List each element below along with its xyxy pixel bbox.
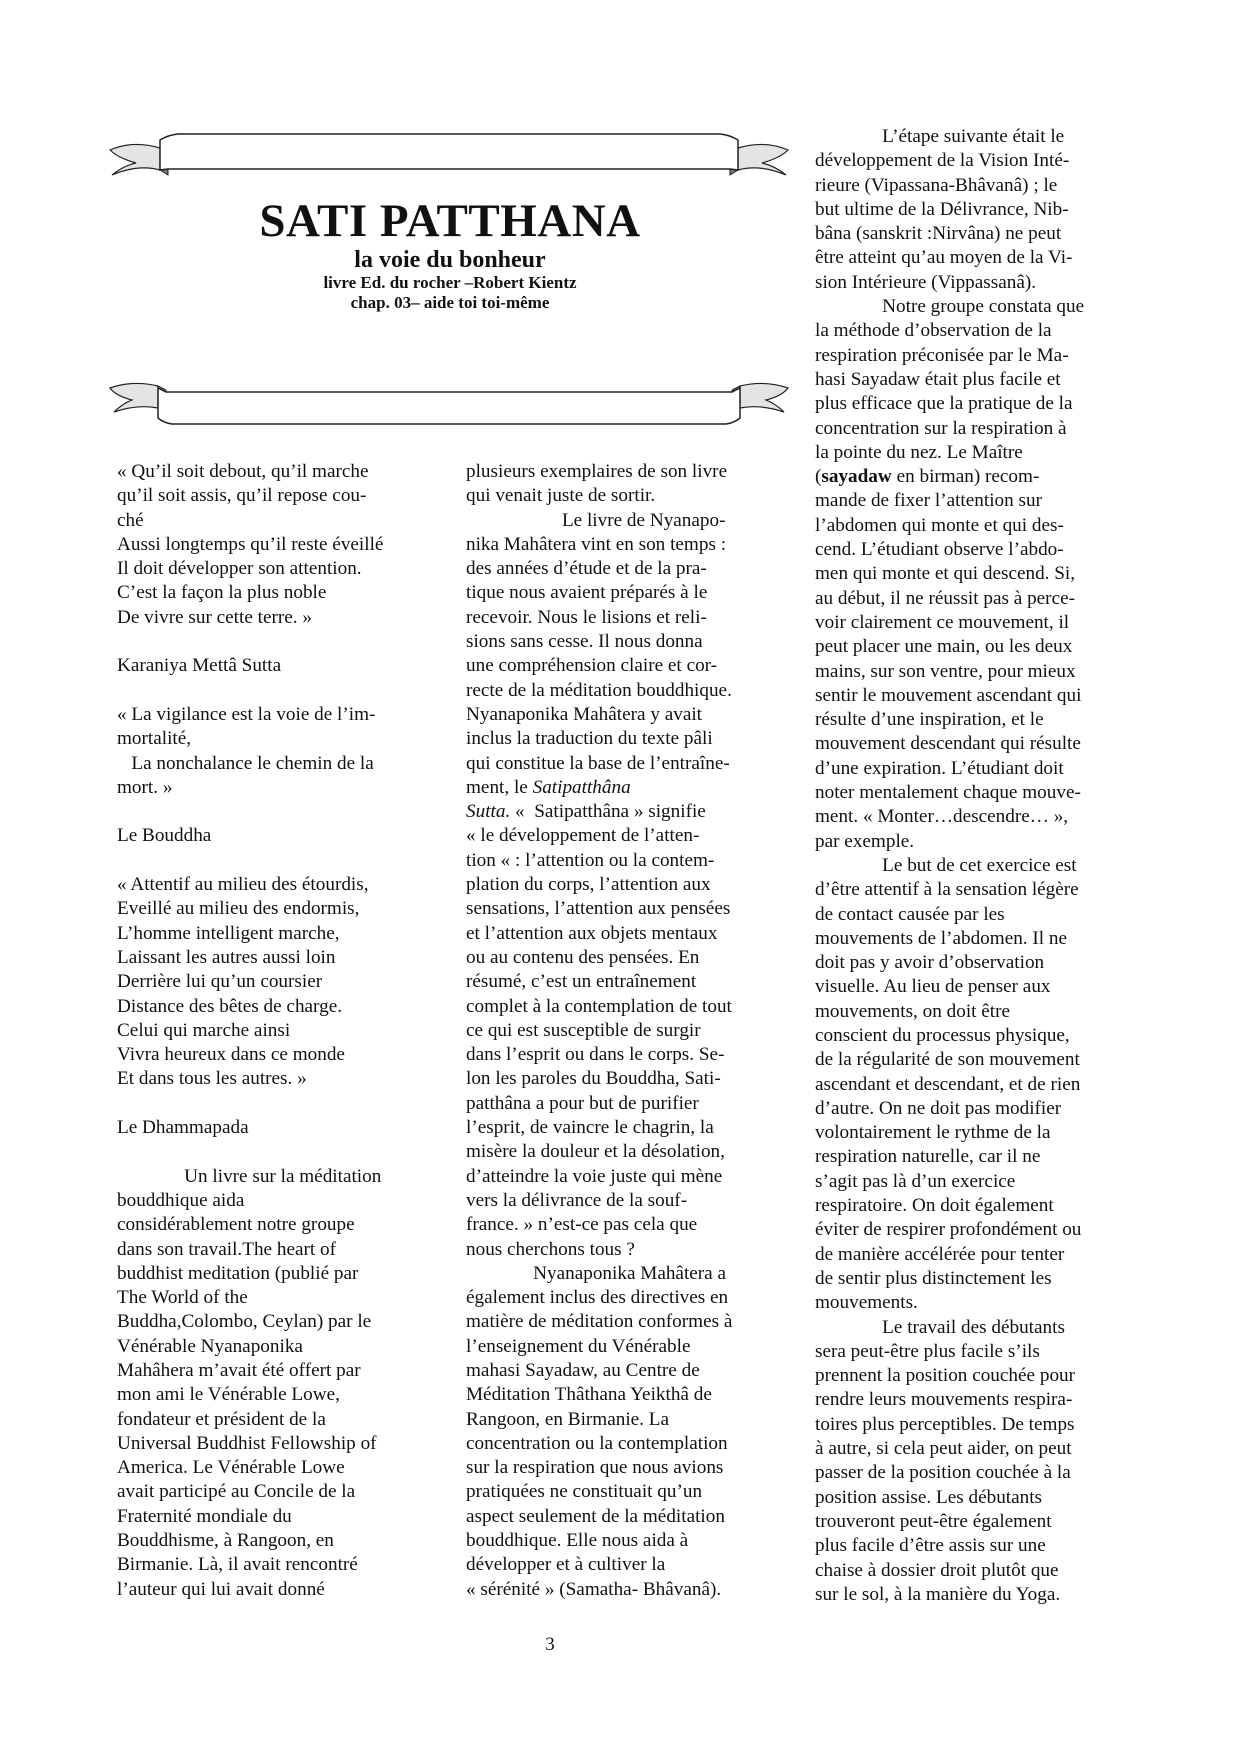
italic-term: Satipatthâna: [532, 776, 631, 798]
text-line: passer de la position couchée à la: [815, 1462, 1071, 1484]
text-line: bâna (sanskrit :Nirvâna) ne peut: [815, 223, 1062, 245]
text-line: volontairement le rythme de la: [815, 1122, 1051, 1144]
scroll-ribbon-icon: [108, 130, 790, 180]
text-line: buddhist meditation (publié par: [117, 1262, 359, 1284]
text-line: mouvements.: [815, 1292, 918, 1314]
text-line: bouddhique. Elle nous aida à: [466, 1530, 689, 1552]
text-line: une compréhension claire et cor-: [466, 655, 718, 677]
text-line: plus facile d’être assis sur une: [815, 1535, 1046, 1557]
text-column-1: [117, 460, 447, 1602]
text-line: sur le sol, à la manière du Yoga.: [815, 1583, 1061, 1605]
text-line: The World of the: [117, 1287, 248, 1309]
text-line: hasi Sayadaw était plus facile et: [815, 368, 1061, 390]
text-line: « Qu’il soit debout, qu’il marche: [117, 461, 369, 482]
text-line: Laissant les autres aussi loin: [117, 946, 336, 968]
text-line: bouddhique aida: [117, 1189, 245, 1211]
text-line: l’esprit, de vaincre le chagrin, la: [466, 1117, 714, 1139]
text-line: d’être attentif à la sensation légère: [815, 879, 1079, 901]
text-line: L’étape suivante était le: [815, 126, 1065, 147]
text-line: par exemple.: [815, 830, 915, 852]
text-line: Vivra heureux dans ce monde: [117, 1044, 345, 1066]
text-line: concentration sur la respiration à: [815, 417, 1067, 439]
text-line: de sentir plus distinctement les: [815, 1267, 1052, 1289]
text-line: recte de la méditation bouddhique.: [466, 679, 732, 701]
text-line: dans l’esprit ou dans le corps. Se-: [466, 1044, 725, 1066]
text-line: C’est la façon la plus noble: [117, 582, 327, 604]
text-line: mouvements, on doit être: [815, 1000, 1011, 1022]
text-line: De vivre sur cette terre. »: [117, 606, 312, 628]
text-line: Sutta. « Satipatthâna » signifie: [466, 801, 706, 823]
text-line: position assise. Les débutants: [815, 1486, 1043, 1508]
text-line: toires plus perceptibles. De temps: [815, 1413, 1075, 1435]
text-line: prennent la position couchée pour: [815, 1365, 1076, 1387]
text-line: Aussi longtemps qu’il reste éveillé: [117, 533, 384, 555]
text-line: conscient du processus physique,: [815, 1024, 1070, 1046]
text-line: de manière accélérée pour tenter: [815, 1243, 1065, 1265]
text-line: « La vigilance est la voie de l’im-: [117, 703, 376, 725]
text-line: trouveront peut-être également: [815, 1510, 1052, 1532]
text-line: qui venait juste de sortir.: [466, 485, 656, 507]
text-line: concentration ou la contemplation: [466, 1432, 728, 1454]
text-line: ou au contenu des pensées. En: [466, 946, 700, 968]
text-line: Universal Buddhist Fellowship of: [117, 1432, 377, 1454]
blank-line: [117, 679, 447, 703]
text-line: pratiquées ne constituait qu’un: [466, 1481, 703, 1503]
text-line: mouvements de l’abdomen. Il ne: [815, 927, 1068, 949]
text-line: Le travail des débutants: [815, 1316, 1065, 1338]
text-line: ment, le Satipatthâna: [466, 776, 631, 798]
text-line: matière de méditation conformes à: [466, 1311, 733, 1333]
text-line: résulte d’une inspiration, et le: [815, 709, 1044, 731]
text-line: résumé, c’est un entraînement: [466, 971, 697, 993]
blank-line: [117, 1092, 447, 1116]
text-line: Buddha,Colombo, Ceylan) par le: [117, 1311, 372, 1333]
text-line: ce qui est susceptible de surgir: [466, 1019, 701, 1041]
blank-line: [117, 800, 447, 824]
text-line: Nyanaponika Mahâtera a: [466, 1262, 727, 1284]
text-line: Mahâhera m’avait été offert par: [117, 1359, 361, 1381]
text-line: patthâna a pour but de purifier: [466, 1092, 699, 1114]
text-line: éviter de respirer profondément ou: [815, 1219, 1082, 1241]
text-line: l’enseignement du Vénérable: [466, 1335, 691, 1357]
text-line: de la régularité de son mouvement: [815, 1049, 1080, 1071]
text-line: Nyanaponika Mahâtera y avait: [466, 703, 703, 725]
text-line: nika Mahâtera vint en son temps :: [466, 533, 727, 555]
text-line: dans son travail.The heart of: [117, 1238, 336, 1260]
text-line: Fraternité mondiale du: [117, 1505, 292, 1527]
text-line: respiration préconisée par le Ma-: [815, 344, 1069, 366]
text-line: sur la respiration que nous avions: [466, 1457, 724, 1479]
text-line: men qui monte et qui descend. Si,: [815, 563, 1076, 585]
text-line: mahasi Sayadaw, au Centre de: [466, 1359, 700, 1381]
text-line: qui constitue la base de l’entraîne-: [466, 752, 730, 774]
text-line: voir clairement ce mouvement, il: [815, 611, 1070, 633]
text-line: ascendant et descendant, et de rien: [815, 1073, 1081, 1095]
text-line: sera peut-être plus facile s’ils: [815, 1340, 1040, 1362]
text-column-3: [815, 125, 1145, 1607]
text-line: l’auteur qui lui avait donné: [117, 1578, 325, 1600]
text-line: (sayadaw en birman) recom-: [815, 466, 1040, 488]
text-line: Méditation Thâthana Yeikthâ de: [466, 1384, 712, 1406]
text-line: « le développement de l’atten-: [466, 825, 700, 847]
blank-line: [117, 630, 447, 654]
italic-term: Sutta.: [466, 801, 511, 823]
text-line: Le but de cet exercice est: [815, 854, 1077, 876]
text-line: qu’il soit assis, qu’il repose cou-: [117, 485, 367, 507]
text-line: la méthode d’observation de la: [815, 320, 1052, 342]
text-line: être atteint qu’au moyen de la Vi-: [815, 247, 1073, 269]
source-line: livre Ed. du rocher –Robert Kientz: [323, 273, 577, 292]
page-subtitle: la voie du bonheur: [354, 247, 546, 273]
text-line: « Attentif au milieu des étourdis,: [117, 874, 369, 896]
bold-term: sayadaw: [821, 466, 892, 488]
text-line: sion Intérieure (Vippassanâ).: [815, 271, 1037, 293]
text-line: rieure (Vipassana-Bhâvanâ) ; le: [815, 174, 1058, 196]
text-line: Karaniya Mettâ Sutta: [117, 655, 282, 677]
text-line: « sérénité » (Samatha- Bhâvanâ).: [466, 1578, 722, 1600]
text-line: et l’attention aux objets mentaux: [466, 922, 718, 944]
text-line: france. » n’est-ce pas cela que: [466, 1214, 698, 1236]
text-line: de contact causée par les: [815, 903, 1005, 925]
text-line: respiration naturelle, car il ne: [815, 1146, 1041, 1168]
text-line: Birmanie. Là, il avait rencontré: [117, 1554, 358, 1576]
text-line: également inclus des directives en: [466, 1287, 729, 1309]
text-line: plation du corps, l’attention aux: [466, 874, 711, 896]
text-line: considérablement notre groupe: [117, 1214, 355, 1236]
text-line: Eveillé au milieu des endormis,: [117, 898, 360, 920]
text-line: développer et à cultiver la: [466, 1554, 666, 1576]
text-line: Le livre de Nyanapo-: [466, 509, 726, 531]
text-line: mande de fixer l’attention sur: [815, 490, 1042, 512]
text-line: plus efficace que la pratique de la: [815, 393, 1073, 415]
chapter-line: chap. 03– aide toi toi-même: [350, 293, 550, 312]
text-line: Rangoon, en Birmanie. La: [466, 1408, 670, 1430]
text-line: peut placer une main, ou les deux: [815, 636, 1073, 658]
page-title: SATI PATTHANA: [259, 195, 641, 247]
text-line: sensations, l’attention aux pensées: [466, 898, 731, 920]
text-line: mortalité,: [117, 728, 192, 750]
text-line: aspect seulement de la méditation: [466, 1505, 725, 1527]
text-line: Le Bouddha: [117, 825, 212, 847]
text-line: misère la douleur et la désolation,: [466, 1141, 725, 1163]
text-line: L’homme intelligent marche,: [117, 922, 340, 944]
text-line: recevoir. Nous le lisions et reli-: [466, 606, 707, 628]
text-line: fondateur et président de la: [117, 1408, 326, 1430]
text-line: développement de la Vision Inté-: [815, 150, 1070, 172]
text-line: sentir le mouvement ascendant qui: [815, 684, 1082, 706]
banner-scroll-bottom: [108, 378, 790, 428]
text-line: cend. L’étudiant observe l’abdo-: [815, 539, 1064, 561]
banner-scroll-top: [108, 130, 790, 180]
text-line: Bouddhisme, à Rangoon, en: [117, 1530, 334, 1552]
text-line: America. Le Vénérable Lowe: [117, 1457, 345, 1479]
text-line: des années d’étude et de la pra-: [466, 558, 707, 580]
text-line: à autre, si cela peut aider, on peut: [815, 1438, 1072, 1460]
blank-line: [117, 1140, 447, 1164]
text-line: nous cherchons tous ?: [466, 1238, 635, 1260]
text-line: Et dans tous les autres. »: [117, 1068, 307, 1090]
text-line: mouvement descendant qui résulte: [815, 733, 1081, 755]
text-line: Il doit développer son attention.: [117, 558, 362, 580]
text-line: tion « : l’attention ou la contem-: [466, 849, 715, 871]
text-line: visuelle. Au lieu de penser aux: [815, 976, 1051, 998]
text-line: lon les paroles du Bouddha, Sati-: [466, 1068, 721, 1090]
text-line: d’une expiration. L’étudiant doit: [815, 757, 1064, 779]
text-line: chaise à dossier droit plutôt que: [815, 1559, 1059, 1581]
page-number: 3: [545, 1634, 555, 1655]
text-line: ment. « Monter…descendre… »,: [815, 806, 1069, 828]
text-line: respiratoire. On doit également: [815, 1195, 1054, 1217]
text-line: Celui qui marche ainsi: [117, 1019, 291, 1041]
text-line: tique nous avaient préparés à le: [466, 582, 708, 604]
text-line: s’agit pas là d’un exercice: [815, 1170, 1016, 1192]
text-line: noter mentalement chaque mouve-: [815, 782, 1081, 804]
text-line: vers la délivrance de la souf-: [466, 1189, 688, 1211]
text-line: Le Dhammapada: [117, 1117, 249, 1139]
text-line: la pointe du nez. Le Maître: [815, 441, 1023, 463]
text-line: Derrière lui qu’un coursier: [117, 971, 323, 993]
article-header: [190, 195, 710, 313]
text-line: ché: [117, 509, 144, 531]
text-line: l’abdomen qui monte et qui des-: [815, 514, 1064, 536]
text-line: mort. »: [117, 776, 173, 798]
text-line: inclus la traduction du texte pâli: [466, 728, 713, 750]
text-line: d’autre. On ne doit pas modifier: [815, 1097, 1062, 1119]
blank-line: [117, 849, 447, 873]
text-line: doit pas y avoir d’observation: [815, 952, 1045, 974]
text-line: Distance des bêtes de charge.: [117, 995, 343, 1017]
text-line: sions sans cesse. Il nous donna: [466, 631, 703, 653]
text-line: au début, il ne réussit pas à perce-: [815, 587, 1075, 609]
text-line: avait participé au Concile de la: [117, 1481, 356, 1503]
text-line: Un livre sur la méditation: [117, 1165, 382, 1187]
text-line: Vénérable Nyanaponika: [117, 1335, 303, 1357]
text-line: complet à la contemplation de tout: [466, 995, 732, 1017]
text-line: but ultime de la Délivrance, Nib-: [815, 198, 1069, 220]
text-line: mon ami le Vénérable Lowe,: [117, 1384, 340, 1406]
scroll-ribbon-icon: [108, 378, 790, 428]
text-line: La nonchalance le chemin de la: [117, 752, 374, 774]
text-line: plusieurs exemplaires de son livre: [466, 461, 728, 482]
text-line: Notre groupe constata que: [815, 296, 1085, 318]
text-line: mains, sur son ventre, pour mieux: [815, 660, 1076, 682]
text-line: rendre leurs mouvements respira-: [815, 1389, 1073, 1411]
text-column-2: [466, 460, 796, 1602]
text-line: d’atteindre la voie juste qui mène: [466, 1165, 723, 1187]
